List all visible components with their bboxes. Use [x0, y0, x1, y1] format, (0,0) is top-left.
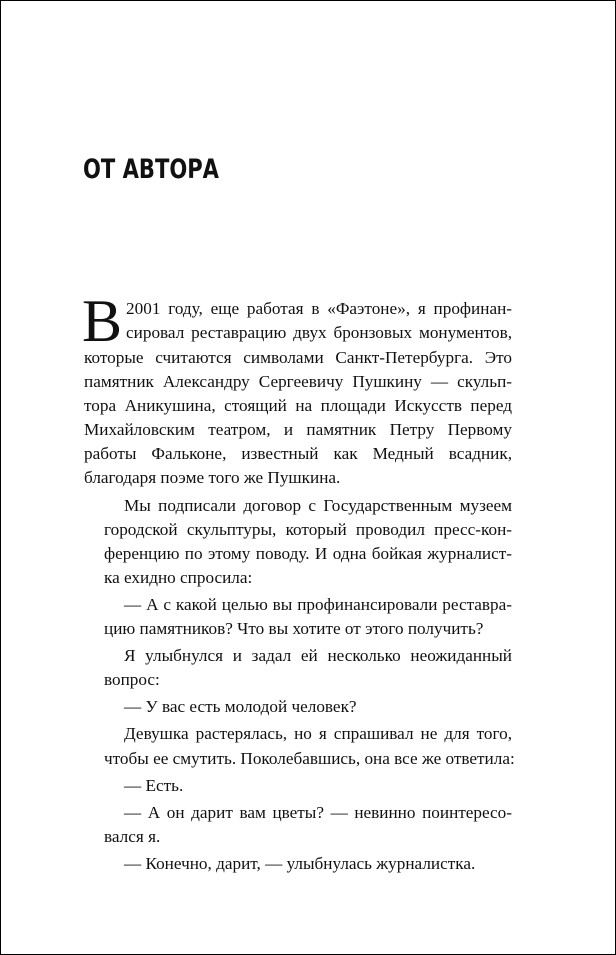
- drop-cap: В: [82, 288, 123, 354]
- paragraph-6: [84, 722, 515, 770]
- paragraph-7: [84, 774, 512, 798]
- text-line: Девушка растерялась, но я спрашивал не для того,: [124, 724, 512, 744]
- text-line: тора Аникушина, стоящий на площади Искусств перед: [84, 396, 512, 416]
- paragraph-5: [84, 695, 512, 719]
- text-line: ференцию по этому поводу. И одна бойкая журналист-: [104, 543, 512, 563]
- paragraph-2: [84, 494, 512, 590]
- paragraph-1: [82, 288, 512, 491]
- paragraph-3: [84, 593, 512, 641]
- chapter-body: [82, 288, 515, 879]
- text-line: — Конечно, дарит, — улыбнулась журналистка.: [124, 853, 476, 873]
- text-line: которые считаются символами Санкт-Петербурга. Это: [84, 348, 512, 367]
- paragraph-8: [84, 801, 512, 849]
- chapter-title: ОТ АВТОРА: [83, 154, 219, 185]
- text-line: — Есть.: [124, 775, 184, 795]
- text-line: чтобы ее смутить. Поколебавшись, она все же ответила:: [104, 748, 515, 768]
- text-line: цию памятников? Что вы хотите от этого получить?: [104, 619, 484, 639]
- text-line: памятник Александру Сергеевичу Пушкину — скульп-: [84, 372, 512, 392]
- paragraph-4: [84, 644, 512, 692]
- text-line: вопрос:: [104, 670, 160, 690]
- text-line: работы Фальконе, известный как Медный всадник,: [84, 444, 512, 464]
- text-line: Я улыбнулся и задал ей несколько неожиданный: [124, 646, 512, 666]
- text-line: вался я.: [104, 826, 161, 846]
- text-line: благодаря поэме того же Пушкина.: [84, 468, 341, 488]
- text-line: — У вас есть молодой человек?: [124, 697, 357, 717]
- text-line: Михайловским театром, и памятник Петру Первому: [84, 420, 512, 440]
- paragraph-9: [84, 852, 512, 876]
- text-line: — А он дарит вам цветы? — невинно поинтересо-: [124, 802, 512, 822]
- text-line: 2001 году, еще работая в «Фаэтоне», я профинан-: [126, 299, 512, 318]
- text-line: Мы подписали договор с Государственным музеем: [124, 495, 512, 515]
- text-line: — А с какой целью вы профинансировали реставра-: [124, 594, 512, 614]
- text-line: сировал реставрацию двух бронзовых монументов,: [126, 323, 512, 343]
- text-line: городской скульптуры, который проводил пресс-кон-: [104, 519, 512, 539]
- text-line: ка ехидно спросила:: [104, 567, 253, 587]
